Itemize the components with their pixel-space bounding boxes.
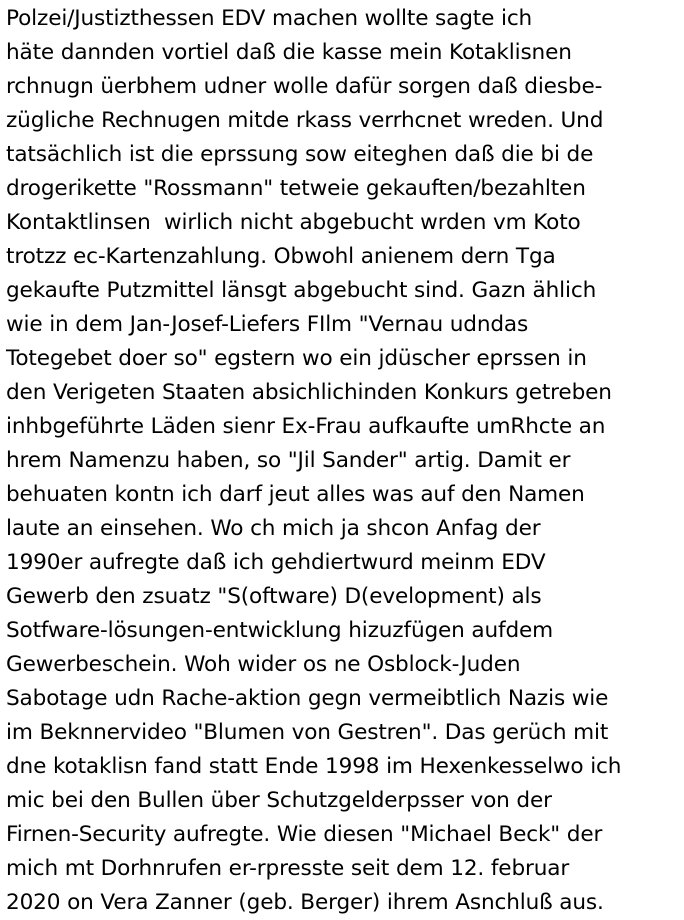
text-block — [6, 2, 682, 920]
text-line: rchnugn üerbhem udner wolle dafür sorgen daß diesbe- — [6, 74, 603, 99]
text-line: mich mt Dorhnrufen er-rpresste seit dem 12. februar — [6, 856, 570, 881]
text-line: im Beknnervideo "Blumen von Gestren". Das gerüch mit — [6, 720, 609, 745]
text-line: Kontaktlinsen wirlich nicht abgebucht wrden vm Koto — [6, 210, 581, 235]
text-line: laute an einsehen. Wo ch mich ja shcon Anfag der — [6, 516, 541, 541]
text-line: häte dannden vortiel daß die kasse mein Kotaklisnen — [6, 40, 572, 65]
text-line: behuaten kontn ich darf jeut alles was auf den Namen — [6, 482, 585, 507]
text-line: trotzz ec-Kartenzahlung. Obwohl anienem dern Tga — [6, 244, 556, 269]
text-line: Gewerbeschein. Woh wider os ne Osblock-Juden — [6, 652, 521, 677]
text-line: gekaufte Putzmittel länsgt abgebucht sind. Gazn ählich — [6, 278, 597, 303]
text-line: Sotfware-lösungen-entwicklung hizuzfügen aufdem — [6, 618, 554, 643]
text-line: Sabotage udn Rache-aktion gegn vermeibtlich Nazis wie — [6, 686, 609, 711]
text-line: mic bei den Bullen über Schutzgelderpsser von der — [6, 788, 552, 813]
text-line: hrem Namenzu haben, so "Jil Sander" artig. Damit er — [6, 448, 571, 473]
text-line: Firnen-Security aufregte. Wie diesen "Michael Beck" der — [6, 822, 603, 847]
text-line: zügliche Rechnugen mitde rkass verrhcnet wreden. Und — [6, 108, 604, 133]
text-line: dne kotaklisn fand statt Ende 1998 im Hexenkesselwo ich — [6, 754, 622, 779]
text-line: tatsächlich ist die eprssung sow eiteghen daß die bi de — [6, 142, 594, 167]
text-line: Gewerb den zsuatz "S(oftware) D(evelopment) als — [6, 584, 542, 609]
text-line: den Verigeten Staaten absichlichinden Konkurs getreben — [6, 380, 612, 405]
text-line: Totegebet doer so" egstern wo ein jdüscher eprssen in — [6, 346, 587, 371]
text-line: wie in dem Jan-Josef-Liefers FIlm "Vernau udndas — [6, 312, 529, 337]
text-line: 1990er aufregte daß ich gehdiertwurd meinm EDV — [6, 550, 546, 575]
text-line: drogerikette "Rossmann" tetweie gekauften/bezahlten — [6, 176, 586, 201]
text-line: inhbgeführte Läden sienr Ex-Frau aufkaufte umRhcte an — [6, 414, 606, 439]
text-line: Polzei/Justizthessen EDV machen wollte sagte ich — [6, 6, 533, 31]
text-line: 2020 on Vera Zanner (geb. Berger) ihrem Asnchluß aus. — [6, 890, 604, 915]
